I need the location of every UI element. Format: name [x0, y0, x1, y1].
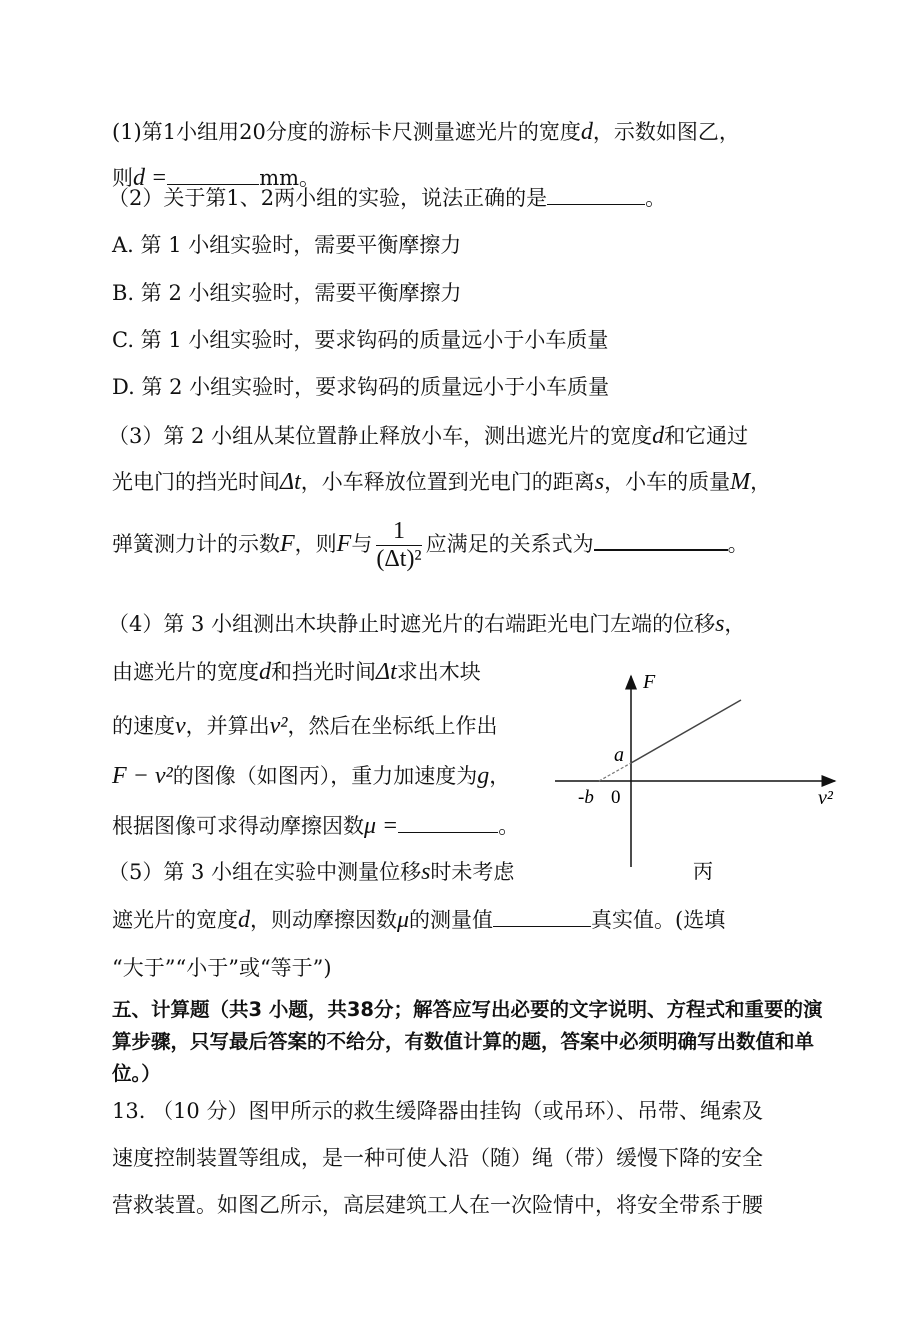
q4-line2: 由遮光片的宽度d和挡光时间Δt求出木块	[112, 659, 481, 685]
q13-line2: 速度控制装置等组成，是一种可使人沿（随）绳（带）缓慢下降的安全	[112, 1146, 763, 1170]
q5-line2: 遮光片的宽度d，则动摩擦因数μ的测量值 真实值。(选填	[112, 907, 726, 933]
q3-line2: 光电门的挡光时间Δt，小车释放位置到光电门的距离s，小车的质量M，	[112, 469, 772, 495]
figure-caption: 丙	[693, 861, 713, 883]
q4-line4: F − v²的图像（如图丙），重力加速度为g，	[112, 763, 511, 789]
origin-label: 0	[611, 787, 621, 808]
q13-line3: 营救装置。如图乙所示，高层建筑工人在一次险情中，将安全带系于腰	[112, 1193, 763, 1217]
q2-stem: （2）关于第1、2两小组的实验，说法正确的是 。	[108, 186, 667, 210]
x-intercept-label: -b	[578, 787, 594, 808]
q4-line1: （4）第 3 小组测出木块静止时遮光片的右端距光电门左端的位移s，	[108, 611, 746, 637]
q4-line5: 根据图像可求得动摩擦因数μ = 。	[112, 813, 520, 839]
y-intercept-label: a	[614, 744, 624, 766]
q5-line1: （5）第 3 小组在实验中测量位移s时未考虑	[108, 859, 515, 885]
section-heading-line1: 五、计算题（共3 小题，共38分；解答应写出必要的文字说明、方程式和重要的演	[112, 998, 823, 1021]
section-heading-line3: 位。）	[112, 1062, 161, 1085]
section-heading-line2: 算步骤，只写最后答案的不给分，有数值计算的题，答案中必须明确写出数值和单	[112, 1030, 815, 1053]
q2-option-b: B. 第 2 小组实验时，需要平衡摩擦力	[112, 281, 462, 305]
q3-line3: 弹簧测力计的示数F，则F与 $\frac{1}{\text{(Δt)²}}$ 应满足的关系式为 。	[112, 518, 749, 572]
q5-line3: “大于”“小于”或“等于”)	[112, 956, 332, 980]
fraction: $\frac{1}{\text{(Δt)²}}$	[376, 518, 422, 572]
y-axis-label: F	[643, 671, 656, 693]
q2-option-c: C. 第 1 小组实验时，要求钩码的质量远小于小车质量	[112, 328, 609, 352]
x-axis-label: v²	[818, 787, 833, 809]
q3-line1: （3）第 2 小组从某位置静止释放小车，测出遮光片的宽度d和它通过	[108, 423, 749, 449]
q2-option-d: D. 第 2 小组实验时，要求钩码的质量远小于小车质量	[112, 375, 610, 399]
series-line-solid	[631, 700, 741, 763]
q1-line1: (1)第1小组用20分度的游标卡尺测量遮光片的宽度d，示数如图乙，	[112, 119, 740, 145]
q4-line3: 的速度v，并算出v²，然后在坐标纸上作出	[112, 713, 498, 739]
q1-line2: 则d = mm。	[112, 165, 321, 191]
q2-option-a: A. 第 1 小组实验时，需要平衡摩擦力	[112, 233, 462, 257]
q13-line1: 13. （10 分）图甲所示的救生缓降器由挂钩（或吊环）、吊带、绳索及	[112, 1099, 763, 1123]
